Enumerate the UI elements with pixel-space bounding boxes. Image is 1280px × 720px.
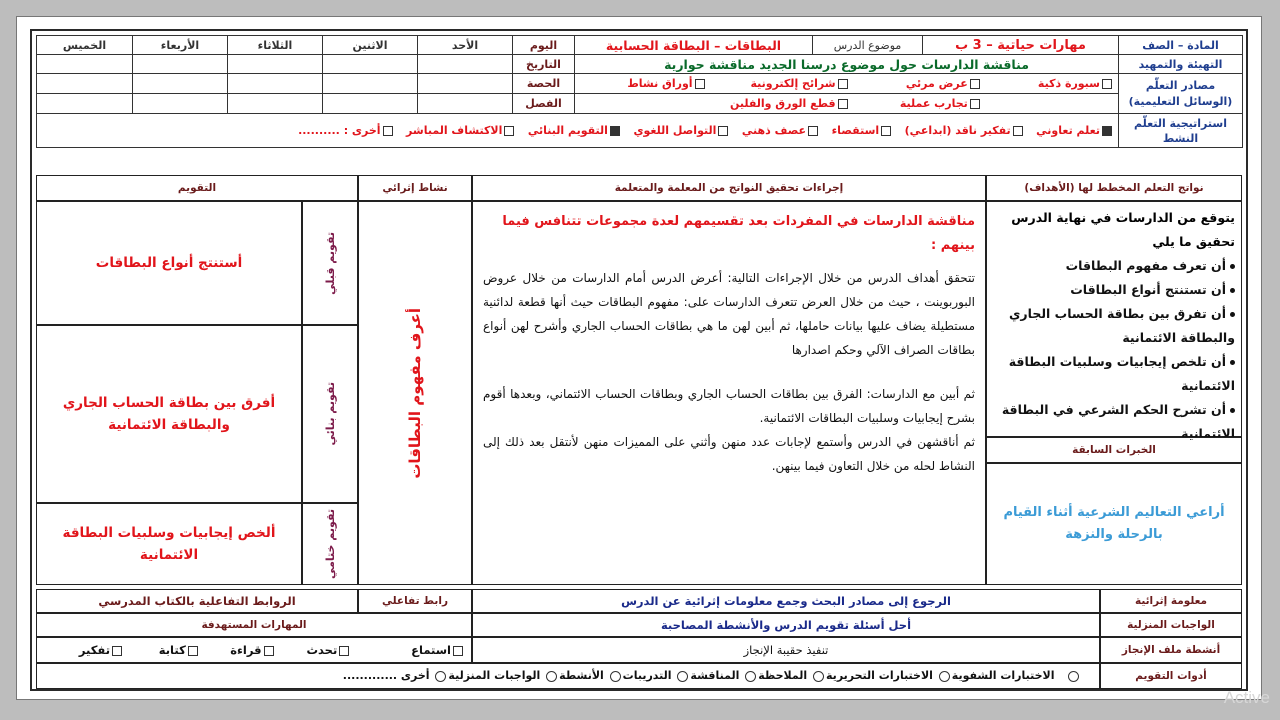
class-cell-3[interactable] bbox=[228, 94, 323, 114]
date-cell-1[interactable] bbox=[418, 55, 513, 74]
tool-observation: الملاحظة bbox=[758, 669, 808, 682]
objective-item bbox=[991, 278, 1235, 302]
procedures-header: إجراءات تحقيق النواتج من المعلمة والمتعلمة bbox=[472, 175, 986, 201]
objective-text: أن تستنتج أنواع البطاقات bbox=[1070, 282, 1226, 297]
skill-thinking: تفكير bbox=[78, 643, 111, 657]
class-cell-1[interactable] bbox=[418, 94, 513, 114]
radio-icon[interactable] bbox=[813, 671, 824, 682]
objectives-intro: يتوقع من الدارسات في نهاية الدرس تحقيق ما يلي bbox=[1011, 210, 1235, 249]
objective-item bbox=[991, 254, 1235, 278]
bullet-icon bbox=[1230, 264, 1235, 269]
resource-smartboard: سبورة ذكية bbox=[1037, 77, 1100, 90]
tool-activities: الأنشطة bbox=[559, 669, 604, 682]
checkbox-icon[interactable] bbox=[504, 126, 514, 136]
skill-listening: استماع bbox=[411, 643, 451, 657]
tool-other: أخرى ............. bbox=[342, 669, 430, 682]
day-sunday: الأحد bbox=[418, 36, 513, 55]
tool-written: الاختبارات التحريرية bbox=[826, 669, 933, 682]
enrichment-header: نشاط إثرائي bbox=[358, 175, 472, 201]
strategy-formative: التقويم البنائي bbox=[527, 124, 608, 137]
resource-slides: شرائح إلكترونية bbox=[750, 77, 836, 90]
checkbox-checked-icon[interactable] bbox=[610, 126, 620, 136]
resources-row-1 bbox=[575, 74, 1119, 94]
day-thursday: الخميس bbox=[37, 36, 133, 55]
lesson-title: البطاقات – البطاقة الحسابية bbox=[575, 36, 813, 55]
lesson-topic-label: موضوع الدرس bbox=[813, 36, 923, 55]
procedures-para-3: ثم أناقشهن في الدرس وأستمع لإجابات عدد منهن وأثني على المميزات منهن لأنتقل بعد ذلك إلى النشاط لحله من خلال التعاون فيما بينهن. bbox=[483, 435, 975, 473]
strategy-label: استراتيجية التعلّم النشط bbox=[1119, 114, 1243, 148]
period-cell-4[interactable] bbox=[133, 74, 228, 94]
eval-text: أستنتج أنواع البطاقات bbox=[95, 255, 243, 271]
homework-value: أحل أسئلة تقويم الدرس والأنشطة المصاحبة bbox=[472, 613, 1100, 637]
evaluation-header: التقويم bbox=[36, 175, 358, 201]
tool-exercises: التدريبات bbox=[622, 669, 672, 682]
day-label: اليوم bbox=[513, 36, 575, 55]
radio-icon[interactable] bbox=[435, 671, 446, 682]
lesson-plan-frame bbox=[30, 29, 1248, 691]
link-value[interactable]: الروابط التفاعلية بالكتاب المدرسي bbox=[36, 589, 358, 613]
radio-icon[interactable] bbox=[610, 671, 621, 682]
objective-text: أن تلخص إيجابيات وسلبيات البطاقة الائتمانية bbox=[1008, 354, 1235, 393]
procedures-para-2: ثم أبين مع الدارسات: الفرق بين بطاقات الحساب الجاري وبطاقات الحساب الائتماني، وبعدها أقوم بشرح إيجابيات وسلبيات البطاقات الائتمانية. bbox=[483, 387, 975, 425]
procedures-para-1: تتحقق أهداف الدرس من خلال الإجراءات التالية: أعرض الدرس أمام الدارسات من خلال عروض البوربوينت ، حيث من خلال العرض تتعرف الدارسات على: مفهوم البطاقات حيث أنها قطعة لدائنية مستطيلة يضاف عليها بيانات حاملها، ثم أبين لهن ما هي بطاقات الحساب الجاري وأشرح لهن أنواع بطاقات الصراف الآلي وحكم اصدارها bbox=[483, 271, 975, 357]
radio-icon[interactable] bbox=[939, 671, 950, 682]
tool-discussion: المناقشة bbox=[690, 669, 740, 682]
outcomes-header: نواتج التعلم المخطط لها (الأهداف) bbox=[986, 175, 1242, 201]
radio-icon[interactable] bbox=[546, 671, 557, 682]
checkbox-icon[interactable] bbox=[112, 646, 122, 656]
day-monday: الاثنين bbox=[323, 36, 418, 55]
checkbox-icon[interactable] bbox=[881, 126, 891, 136]
strategy-options bbox=[37, 114, 1119, 148]
activation-watermark: Active bbox=[1223, 688, 1270, 707]
procedures-panel bbox=[472, 201, 986, 585]
objectives-panel bbox=[986, 201, 1242, 441]
eval-text-formative bbox=[36, 325, 302, 503]
date-cell-4[interactable] bbox=[133, 55, 228, 74]
strategy-critical: تفكير ناقد (ابداعي) bbox=[904, 124, 1011, 137]
resource-worksheets: أوراق نشاط bbox=[627, 77, 693, 90]
eval-type-summative bbox=[302, 503, 358, 585]
tools-options bbox=[36, 663, 1100, 689]
subject-value: مهارات حياتية – 3 ب bbox=[923, 36, 1119, 55]
enrich-info-label: معلومة إثرائية bbox=[1100, 589, 1242, 613]
bullet-icon bbox=[1230, 288, 1235, 293]
period-label: الحصة bbox=[513, 74, 575, 94]
resource-visual: عرض مرئي bbox=[905, 77, 968, 90]
eval-type-pre bbox=[302, 201, 358, 325]
skills-label: المهارات المستهدفة bbox=[36, 613, 472, 637]
strategy-inquiry: استقصاء bbox=[831, 124, 880, 137]
enrichment-panel bbox=[358, 201, 472, 585]
homework-label: الواجبات المنزلية bbox=[1100, 613, 1242, 637]
objective-item bbox=[991, 350, 1235, 398]
checkbox-icon[interactable] bbox=[838, 79, 848, 89]
intro-value: مناقشة الدارسات حول موضوع درسنا الجديد مناقشة حوارية bbox=[575, 55, 1119, 74]
strategy-discovery: الاكتشاف المباشر bbox=[406, 124, 503, 137]
period-cell-1[interactable] bbox=[418, 74, 513, 94]
resources-row-2 bbox=[575, 94, 1119, 114]
objectives-list bbox=[987, 254, 1241, 446]
checkbox-icon[interactable] bbox=[718, 126, 728, 136]
tool-oral: الاختبارات الشفوية bbox=[951, 669, 1055, 682]
date-cell-3[interactable] bbox=[228, 55, 323, 74]
date-cell-5[interactable] bbox=[37, 55, 133, 74]
eval-type-formative bbox=[302, 325, 358, 503]
checkbox-icon[interactable] bbox=[970, 99, 980, 109]
strategy-brainstorm: عصف ذهني bbox=[741, 124, 807, 137]
checkbox-icon[interactable] bbox=[453, 646, 463, 656]
checkbox-icon[interactable] bbox=[838, 99, 848, 109]
checkbox-checked-icon[interactable] bbox=[1102, 126, 1112, 136]
eval-text-pre bbox=[36, 201, 302, 325]
objective-item bbox=[991, 302, 1235, 350]
prior-value: أراعي التعاليم الشرعية أثناء القيام بالرحلة والنزهة bbox=[1003, 505, 1225, 542]
eval-type-label: تقويم ختامي bbox=[323, 508, 337, 580]
objective-text: أن تعرف مفهوم البطاقات bbox=[1065, 258, 1226, 273]
tool-homework: الواجبات المنزلية bbox=[448, 669, 541, 682]
checkbox-icon[interactable] bbox=[339, 646, 349, 656]
header-table bbox=[36, 35, 1243, 148]
eval-type-label: تقويم بنائي bbox=[323, 382, 337, 446]
eval-type-label: تقويم قبلي bbox=[323, 231, 337, 295]
checkbox-icon[interactable] bbox=[264, 646, 274, 656]
subject-label: المادة – الصف bbox=[1119, 36, 1243, 55]
checkbox-icon[interactable] bbox=[1102, 79, 1112, 89]
portfolio-label: أنشطة ملف الإنجاز bbox=[1100, 637, 1242, 663]
skill-reading: قراءة bbox=[230, 643, 262, 657]
checkbox-icon[interactable] bbox=[1013, 126, 1023, 136]
checkbox-icon[interactable] bbox=[188, 646, 198, 656]
strategy-other: أخرى : .......... bbox=[298, 124, 381, 137]
strategy-linguistic: التواصل اللغوي bbox=[633, 124, 717, 137]
class-label: الفصل bbox=[513, 94, 575, 114]
eval-text-summative bbox=[36, 503, 302, 585]
bullet-icon bbox=[1230, 408, 1235, 413]
date-cell-2[interactable] bbox=[323, 55, 418, 74]
class-cell-4[interactable] bbox=[133, 94, 228, 114]
eval-text: أفرق بين بطاقة الحساب الجاري والبطاقة الائتمانية bbox=[62, 395, 276, 433]
checkbox-icon[interactable] bbox=[808, 126, 818, 136]
date-label: التاريخ bbox=[513, 55, 575, 74]
bullet-icon bbox=[1230, 312, 1235, 317]
procedures-heading: مناقشة الدارسات في المفردات بعد تقسيمهم لعدة مجموعات تتنافس فيما بينهم : bbox=[502, 214, 975, 253]
radio-icon[interactable] bbox=[677, 671, 688, 682]
resource-paper-cork: قطع الورق والفلين bbox=[729, 97, 836, 110]
checkbox-icon[interactable] bbox=[695, 79, 705, 89]
strategy-cooperative: تعلم تعاوني bbox=[1036, 124, 1100, 137]
bullet-icon bbox=[1230, 360, 1235, 365]
tools-label: أدوات التقويم bbox=[1100, 663, 1242, 689]
class-cell-5[interactable] bbox=[37, 94, 133, 114]
class-cell-2[interactable] bbox=[323, 94, 418, 114]
portfolio-value: تنفيذ حقيبة الإنجاز bbox=[472, 637, 1100, 663]
enrichment-value: أعرف مفهوم البطاقات bbox=[406, 307, 424, 479]
header-section bbox=[36, 35, 1242, 148]
period-cell-3[interactable] bbox=[228, 74, 323, 94]
eval-text: ألخص إيجابيات وسلبيات البطاقة الائتمانية bbox=[62, 525, 276, 563]
prior-panel bbox=[986, 463, 1242, 585]
objective-text: أن تشرح الحكم الشرعي في البطاقة الائتمانية bbox=[1001, 402, 1235, 441]
lesson-plan-sheet bbox=[16, 16, 1262, 700]
skills-options bbox=[36, 637, 472, 663]
radio-icon[interactable] bbox=[745, 671, 756, 682]
day-wednesday: الأربعاء bbox=[133, 36, 228, 55]
skill-writing: كتابة bbox=[158, 643, 186, 657]
period-cell-2[interactable] bbox=[323, 74, 418, 94]
day-tuesday: الثلاثاء bbox=[228, 36, 323, 55]
checkbox-icon[interactable] bbox=[970, 79, 980, 89]
objective-text: أن تفرق بين بطاقة الحساب الجاري والبطاقة الائتمانية bbox=[1008, 306, 1235, 345]
resource-experiments: تجارب عملية bbox=[899, 97, 968, 110]
radio-icon[interactable] bbox=[1068, 671, 1079, 682]
enrich-info-value: الرجوع إلى مصادر البحث وجمع معلومات إثرائية عن الدرس bbox=[472, 589, 1100, 613]
prior-header: الخبرات السابقة bbox=[986, 437, 1242, 463]
skill-speaking: تحدث bbox=[306, 643, 338, 657]
resources-label: مصادر التعلّم (الوسائل التعليمية) bbox=[1119, 74, 1243, 114]
intro-label: التهيئة والتمهيد bbox=[1119, 55, 1243, 74]
checkbox-icon[interactable] bbox=[383, 126, 393, 136]
link-label: رابط تفاعلي bbox=[358, 589, 472, 613]
period-cell-5[interactable] bbox=[37, 74, 133, 94]
